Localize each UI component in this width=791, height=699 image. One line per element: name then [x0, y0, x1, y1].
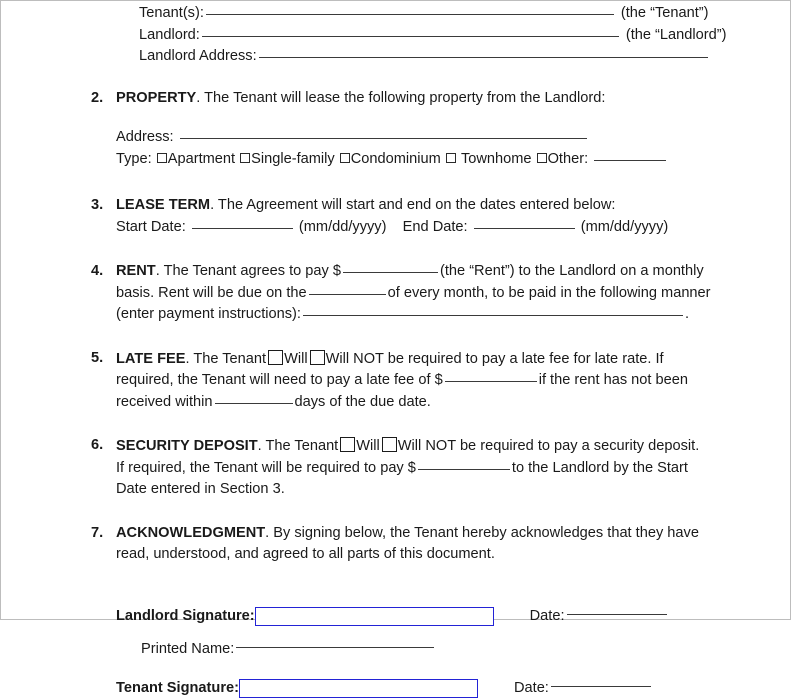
section-late-fee-line-2-b: if the rent has not been [538, 372, 688, 388]
property-type-option-apartment: Apartment [167, 150, 236, 167]
property-type-option-other: Other: [547, 150, 589, 167]
lease-term-dates-row [116, 217, 790, 239]
section-property-heading: PROPERTY [116, 89, 197, 106]
printed-name-row [141, 639, 790, 660]
section-acknowledgment-line-1 [116, 523, 790, 545]
section-rent-heading: RENT [116, 263, 156, 279]
section-rent-line-2 [116, 283, 790, 305]
payment-instructions-fill-line[interactable] [303, 315, 683, 316]
landlord-date-fill-line[interactable] [567, 614, 667, 615]
section-acknowledgment-line-1-rest: . By signing below, the Tenant hereby acknowledges that they have [265, 524, 699, 541]
checkbox-single-family[interactable] [240, 153, 250, 163]
signature-block [116, 606, 790, 699]
section-lease-term-intro-rest: . The Agreement will start and end on the dates entered below: [210, 197, 616, 213]
printed-name-label: Printed Name: [141, 640, 235, 657]
property-type-option-condominium: Condominium [350, 150, 441, 167]
property-type-row [116, 149, 790, 171]
landlord-tail-text: (the “Landlord”) [625, 26, 727, 43]
landlord-fill-line[interactable] [202, 36, 619, 37]
section-rent-line-1-b: (the “Rent”) to the Landlord on a monthly [440, 263, 704, 279]
section-security-deposit-number: 6. [91, 437, 104, 453]
tenant-row [139, 3, 790, 25]
section-acknowledgment [91, 523, 790, 566]
section-late-fee-line-2 [116, 370, 790, 392]
checkbox-other[interactable] [537, 153, 547, 163]
landlord-signature-field[interactable] [255, 607, 494, 626]
section-security-deposit-line-3: Date entered in Section 3. [116, 481, 285, 497]
tenant-date-label: Date: [513, 679, 549, 696]
section-late-fee-number: 5. [91, 349, 104, 366]
tenant-label: Tenant(s): [139, 5, 204, 21]
section-property-intro-rest: . The Tenant will lease the following property from the Landlord: [196, 89, 606, 106]
checkbox-condominium[interactable] [340, 153, 350, 163]
section-rent-line-1 [116, 261, 790, 283]
tenant-fill-line[interactable] [206, 14, 614, 15]
end-date-fill-line[interactable] [474, 228, 575, 229]
tenant-tail-text: (the “Tenant”) [620, 5, 709, 21]
section-rent-line-1-a: . The Tenant agrees to pay $ [155, 263, 341, 279]
checkbox-late-fee-will[interactable] [268, 350, 283, 365]
section-rent-line-3-a: (enter payment instructions): [116, 306, 301, 322]
late-fee-will-not-label: Will NOT [325, 350, 384, 367]
section-rent-line-3-b: . [684, 306, 689, 322]
late-fee-days-fill-line[interactable] [215, 403, 293, 404]
section-rent-line-2-a: basis. Rent will be due on the [116, 284, 307, 301]
section-acknowledgment-line-2: read, understood, and agreed to all parts of this document. [116, 546, 495, 562]
security-deposit-amount-fill-line[interactable] [418, 469, 510, 470]
section-security-deposit [91, 435, 790, 501]
landlord-signature-row [116, 606, 790, 627]
start-date-label: Start Date: [116, 218, 186, 235]
property-address-label: Address: [116, 129, 174, 145]
property-type-other-fill-line[interactable] [594, 160, 666, 161]
section-property-number: 2. [91, 89, 104, 106]
security-deposit-will-not-label: Will NOT [397, 438, 456, 454]
section-late-fee-line-1 [116, 348, 790, 371]
section-property-intro [116, 88, 790, 110]
checkbox-security-deposit-will[interactable] [340, 437, 355, 452]
printed-name-fill-line[interactable] [236, 647, 434, 648]
section-rent-line-2-b: of every month, to be paid in the following manner [387, 284, 711, 301]
tenant-date-fill-line[interactable] [551, 686, 651, 687]
section-security-deposit-line-1-a: . The Tenant [257, 438, 339, 454]
section-security-deposit-line-2-b: to the Landlord by the Start [511, 459, 688, 476]
section-late-fee-heading: LATE FEE [116, 350, 186, 367]
section-acknowledgment-heading: ACKNOWLEDGMENT [116, 524, 266, 541]
section-late-fee-line-3-b: days of the due date. [294, 393, 431, 410]
tenant-signature-label: Tenant Signature: [116, 679, 239, 696]
section-late-fee-line-3 [116, 392, 790, 414]
property-type-option-single-family: Single-family [251, 150, 335, 167]
rent-due-day-fill-line[interactable] [309, 294, 386, 295]
landlord-address-label: Landlord Address: [139, 48, 257, 64]
property-address-row [116, 127, 790, 149]
property-type-label: Type: [116, 150, 152, 167]
section-lease-term-intro [116, 195, 790, 217]
late-fee-amount-fill-line[interactable] [445, 381, 537, 382]
end-date-label: End Date: [402, 218, 468, 235]
security-deposit-will-label: Will [356, 438, 380, 454]
party-header-block [139, 3, 790, 68]
landlord-address-fill-line[interactable] [259, 57, 708, 58]
end-date-format: (mm/dd/yyyy) [580, 218, 669, 235]
landlord-date-label: Date: [529, 607, 565, 624]
section-security-deposit-line-2-a: If required, the Tenant will be required to pay $ [116, 459, 416, 476]
checkbox-townhome[interactable] [446, 153, 456, 163]
tenant-signature-field[interactable] [239, 679, 478, 698]
checkbox-late-fee-will-not[interactable] [310, 350, 325, 365]
property-address-fill-line[interactable] [180, 138, 587, 139]
start-date-format: (mm/dd/yyyy) [298, 218, 387, 235]
landlord-address-row [139, 46, 790, 68]
section-rent-number: 4. [91, 263, 104, 279]
property-type-option-townhome: Townhome [460, 150, 532, 167]
document-sheet [1, 0, 790, 699]
late-fee-will-label: Will [284, 350, 308, 367]
section-rent [91, 261, 790, 326]
section-late-fee-line-1-a: . The Tenant [185, 350, 267, 367]
section-security-deposit-line-1 [116, 435, 790, 458]
tenant-signature-row [116, 678, 790, 699]
checkbox-apartment[interactable] [157, 153, 167, 163]
start-date-fill-line[interactable] [192, 228, 293, 229]
section-security-deposit-line-2 [116, 458, 790, 480]
section-rent-line-3 [116, 304, 790, 326]
section-security-deposit-line-1-b: be required to pay a security deposit. [459, 438, 700, 454]
section-lease-term [91, 195, 790, 238]
checkbox-security-deposit-will-not[interactable] [382, 437, 397, 452]
section-late-fee-line-1-b: be required to pay a late fee for late rate. If [387, 350, 664, 367]
landlord-label: Landlord: [139, 26, 200, 43]
section-security-deposit-heading: SECURITY DEPOSIT [116, 438, 258, 454]
landlord-signature-label: Landlord Signature: [116, 607, 255, 624]
section-lease-term-heading: LEASE TERM [116, 197, 211, 213]
section-property [91, 88, 790, 171]
landlord-row [139, 25, 790, 47]
section-acknowledgment-number: 7. [91, 524, 104, 541]
section-late-fee [91, 348, 790, 414]
rent-amount-fill-line[interactable] [343, 272, 438, 273]
section-late-fee-line-2-a: required, the Tenant will need to pay a late fee of $ [116, 372, 443, 388]
section-late-fee-line-3-a: received within [116, 393, 213, 410]
section-lease-term-number: 3. [91, 197, 104, 213]
